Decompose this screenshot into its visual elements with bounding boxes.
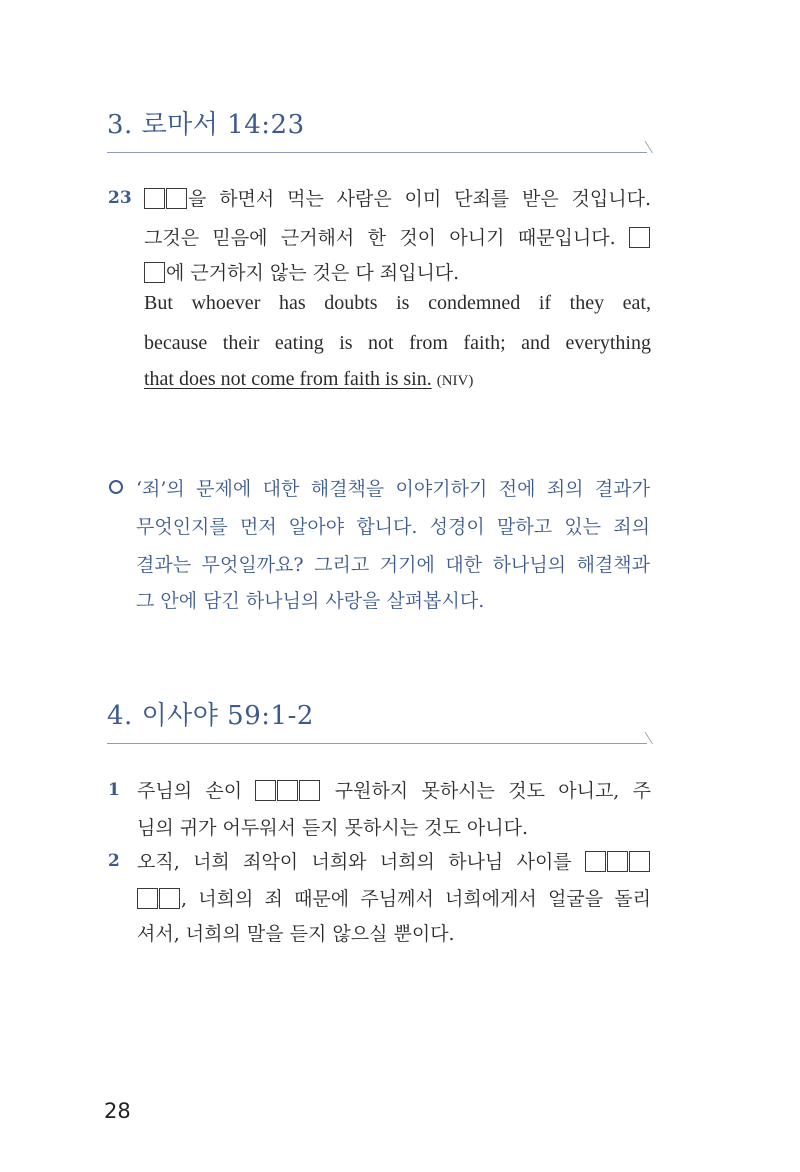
- section-heading-isaiah: 4. 이사야 59:1-2: [107, 701, 314, 731]
- verse-line: 그것은 믿음에 근거해서 한 것이 아니기 때문입니다.: [144, 223, 651, 250]
- blank-box[interactable]: [159, 888, 180, 909]
- english-verse-line: But whoever has doubts is condemned if they eat,: [144, 292, 651, 314]
- blank-box[interactable]: [299, 780, 320, 801]
- english-verse-line: [144, 368, 473, 391]
- blank-box[interactable]: [585, 851, 606, 872]
- verse-line: , 너희의 죄 때문에 주님께서 너희에게서 얼굴을 돌리: [137, 884, 651, 911]
- section-divider: [107, 152, 647, 153]
- circle-bullet-icon: [109, 480, 123, 494]
- blank-box[interactable]: [166, 188, 187, 209]
- blank-box[interactable]: [255, 780, 276, 801]
- verse-line: 주님의 손이 구원하지 못하시는 것도 아니고, 주: [137, 780, 652, 802]
- blank-box[interactable]: [144, 188, 165, 209]
- verse-line: 을 하면서 먹는 사람은 이미 단죄를 받은 것입니다.: [144, 184, 651, 211]
- verse-line: 님의 귀가 어두워서 듣지 못하시는 것도 아니다.: [137, 817, 529, 839]
- verse-line: 셔서, 너희의 말을 듣지 않으실 뿐이다.: [137, 923, 455, 945]
- verse-number: 23: [108, 188, 132, 208]
- blank-box[interactable]: [629, 227, 650, 248]
- section-divider: [107, 743, 647, 744]
- note-line: 무엇인지를 먼저 알아야 합니다. 성경이 말하고 있는 죄의: [136, 516, 650, 538]
- section-heading-romans: 3. 로마서 14:23: [107, 110, 305, 140]
- blank-box[interactable]: [137, 888, 158, 909]
- blank-box[interactable]: [629, 851, 650, 872]
- english-verse-line: because their eating is not from faith; and everything: [144, 332, 651, 354]
- verse-line: 오직, 너희 죄악이 너희와 너희의 하나님 사이를: [137, 847, 651, 874]
- verse-line: 에 근거하지 않는 것은 다 죄입니다.: [144, 258, 459, 285]
- note-line: ‘죄’의 문제에 대한 해결책을 이야기하기 전에 죄의 결과가: [136, 478, 650, 500]
- underlined-text: that does not come from faith is sin.: [144, 368, 432, 390]
- translation-tag: (NIV): [436, 373, 474, 389]
- page-number: 28: [104, 1099, 131, 1123]
- blank-box[interactable]: [607, 851, 628, 872]
- verse-number: 2: [108, 851, 120, 871]
- note-line: 결과는 무엇일까요? 그리고 거기에 대한 하나님의 해결책과: [136, 554, 650, 576]
- note-line: 그 안에 담긴 하나님의 사랑을 살펴봅시다.: [136, 590, 485, 612]
- verse-number: 1: [108, 780, 120, 800]
- blank-box[interactable]: [144, 262, 165, 283]
- blank-box[interactable]: [277, 780, 298, 801]
